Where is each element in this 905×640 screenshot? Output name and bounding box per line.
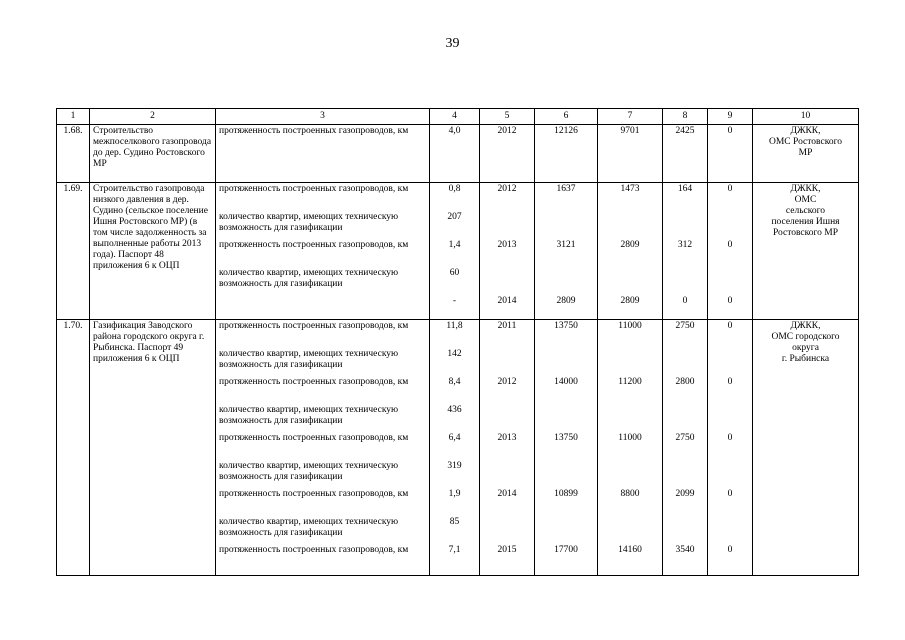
entry-year: 2012	[497, 377, 517, 387]
entry-indicator: количество квартир, имеющих техническую возможность для газификации	[219, 405, 399, 426]
entry-c8: 312	[677, 240, 693, 250]
col-header-6: 6	[535, 109, 598, 125]
col-header-9: 9	[708, 109, 753, 125]
entry-c8: 2750	[675, 433, 695, 443]
entry-c8	[666, 461, 704, 483]
col-header-10: 10	[753, 109, 859, 125]
entry-c6: 3121	[556, 240, 576, 250]
entry-c6: 10899	[554, 489, 578, 499]
entry-c7	[601, 268, 659, 290]
entry-c9: 0	[727, 377, 733, 387]
entry-c7: 11000	[618, 433, 642, 443]
entry-value: 6,4	[448, 433, 461, 443]
entry-year: 2014	[497, 489, 517, 499]
entry-c9: 0	[727, 545, 733, 555]
entry-c8: 3540	[675, 545, 695, 555]
entry-year	[483, 349, 531, 371]
entry-c9: 0	[727, 296, 733, 306]
entry-c9	[711, 517, 749, 539]
entry-c7: 8800	[620, 489, 640, 499]
entry-c9	[711, 461, 749, 483]
entry-c7: 2809	[620, 240, 640, 250]
entry-value: 319	[447, 461, 462, 471]
row-number: 1.69.	[57, 183, 90, 320]
entry-value: 8,4	[448, 377, 461, 387]
entry-c9	[711, 405, 749, 427]
entry-indicator: протяженность построенных газопроводов, км	[219, 433, 409, 443]
program-table	[56, 108, 859, 576]
entry-indicator: протяженность построенных газопроводов, км	[219, 377, 409, 387]
entry-value: 11,8	[446, 321, 463, 331]
year-cell	[480, 125, 535, 183]
entry-value: 142	[447, 349, 462, 359]
col-header-1: 1	[57, 109, 90, 125]
entry-value: 1,4	[448, 240, 461, 250]
entry-c8: 0	[682, 296, 688, 306]
entry-c6: 13750	[554, 321, 578, 331]
entry-c6	[538, 268, 594, 290]
entry-c9	[711, 349, 749, 371]
entry-c9: 0	[727, 321, 733, 331]
entry-c8	[666, 349, 704, 371]
entry-c6	[538, 461, 594, 483]
entry-c9: 0	[727, 489, 733, 499]
entry-value: 207	[447, 212, 462, 222]
page-number: 39	[445, 36, 460, 51]
entry-year: 2015	[497, 545, 517, 555]
entry-year: 2012	[497, 184, 517, 194]
col-header-8: 8	[663, 109, 708, 125]
row-number: 1.70.	[57, 320, 90, 576]
entry-c6	[538, 405, 594, 427]
value-cell	[430, 125, 480, 183]
entry-c8	[666, 212, 704, 234]
entry-c6	[538, 212, 594, 234]
entry-year	[483, 405, 531, 427]
col9-cell	[708, 125, 753, 183]
col7-cell	[598, 183, 663, 320]
entry-c6: 12126	[554, 126, 578, 136]
total-cell	[535, 125, 598, 183]
entry-c6: 17700	[554, 545, 578, 555]
total-cell	[535, 183, 598, 320]
entry-year: 2013	[497, 240, 517, 250]
entry-year: 2013	[497, 433, 517, 443]
entry-indicator: количество квартир, имеющих техническую возможность для газификации	[219, 212, 399, 233]
project-name: Строительство межпоселкового газопровода до дер. Судино Ростовского МР	[90, 125, 216, 183]
entry-c7	[601, 212, 659, 234]
entry-c8	[666, 517, 704, 539]
entry-year: 2012	[497, 126, 517, 136]
entry-value: 1,9	[448, 489, 461, 499]
entry-c7	[601, 349, 659, 371]
entry-c7	[601, 517, 659, 539]
col8-cell	[663, 320, 708, 576]
indicator-cell	[216, 183, 430, 320]
entry-c7: 2809	[620, 296, 640, 306]
entry-c7: 1473	[620, 184, 640, 194]
col7-cell	[598, 125, 663, 183]
row-number: 1.68.	[57, 125, 90, 183]
col7-cell	[598, 320, 663, 576]
col8-cell	[663, 183, 708, 320]
entry-indicator: количество квартир, имеющих техническую возможность для газификации	[219, 517, 399, 538]
indicator-cell	[216, 125, 430, 183]
col-header-7: 7	[598, 109, 663, 125]
entry-value: 436	[447, 405, 462, 415]
entry-year	[483, 461, 531, 483]
entry-c6: 2809	[556, 296, 576, 306]
entry-c7	[601, 461, 659, 483]
entry-value: 0,8	[448, 184, 461, 194]
entry-year: 2011	[497, 321, 517, 331]
entry-indicator	[219, 296, 426, 318]
entry-c6: 14000	[554, 377, 578, 387]
entry-c7: 9701	[620, 126, 640, 136]
entry-c9: 0	[727, 184, 733, 194]
year-cell	[480, 183, 535, 320]
col-header-2: 2	[90, 109, 216, 125]
entry-indicator: протяженность построенных газопроводов, км	[219, 240, 409, 250]
entry-c9	[711, 268, 749, 290]
entry-value: 85	[449, 517, 460, 527]
header-row	[57, 109, 859, 125]
entry-value: 7,1	[448, 545, 461, 555]
value-cell	[430, 320, 480, 576]
entry-c9: 0	[727, 433, 733, 443]
entry-year	[483, 212, 531, 234]
entry-c9	[711, 212, 749, 234]
entry-c6	[538, 517, 594, 539]
entry-c6: 13750	[554, 433, 578, 443]
entry-indicator: протяженность построенных газопроводов, км	[219, 321, 409, 331]
entry-c9: 0	[727, 240, 733, 250]
executor: ДЖКК, ОМС городского округа г. Рыбинска	[753, 320, 859, 576]
entry-c8: 2425	[675, 126, 695, 136]
entry-indicator: протяженность построенных газопроводов, км	[219, 184, 409, 194]
table-row	[57, 320, 859, 576]
entry-indicator: протяженность построенных газопроводов, км	[219, 489, 409, 499]
entry-c7: 11200	[618, 377, 642, 387]
entry-c8	[666, 268, 704, 290]
entry-c8: 164	[677, 184, 693, 194]
year-cell	[480, 320, 535, 576]
col-header-4: 4	[430, 109, 480, 125]
entry-c7	[601, 405, 659, 427]
entry-indicator: протяженность построенных газопроводов, км	[219, 545, 409, 555]
entry-c7: 14160	[618, 545, 642, 555]
entry-c8: 2750	[675, 321, 695, 331]
entry-c8: 2800	[675, 377, 695, 387]
entry-c6: 1637	[556, 184, 576, 194]
col9-cell	[708, 183, 753, 320]
entry-indicator: протяженность построенных газопроводов, км	[219, 126, 409, 136]
col-header-5: 5	[480, 109, 535, 125]
executor: ДЖКК, ОМС Ростовского МР	[753, 125, 859, 183]
entry-c8: 2099	[675, 489, 695, 499]
entry-c6	[538, 349, 594, 371]
entry-c8	[666, 405, 704, 427]
project-name: Газификация Заводского района городского округа г. Рыбинска. Паспорт 49 приложения 6 к ОЦП	[90, 320, 216, 576]
entry-c9: 0	[727, 126, 733, 136]
entry-year	[483, 268, 531, 290]
entry-value: 60	[449, 268, 460, 278]
total-cell	[535, 320, 598, 576]
entry-year	[483, 517, 531, 539]
indicator-cell	[216, 320, 430, 576]
col8-cell	[663, 125, 708, 183]
entry-indicator: количество квартир, имеющих техническую возможность для газификации	[219, 461, 399, 482]
entry-year: 2014	[497, 296, 517, 306]
entry-c7: 11000	[618, 321, 642, 331]
col-header-3: 3	[216, 109, 430, 125]
table-row	[57, 183, 859, 320]
table-row	[57, 125, 859, 183]
executor: ДЖКК, ОМС сельского поселения Ишня Ростовского МР	[753, 183, 859, 320]
entry-indicator: количество квартир, имеющих техническую возможность для газификации	[219, 349, 399, 370]
col9-cell	[708, 320, 753, 576]
entry-indicator: количество квартир, имеющих техническую возможность для газификации	[219, 268, 399, 289]
entry-value: -	[452, 296, 457, 306]
value-cell	[430, 183, 480, 320]
project-name: Строительство газопровода низкого давления в дер. Судино (сельское поселение Ишня Ростовского МР) (в том числе задолженность за выполненные работы 2013 года). Паспорт 48 приложения 6 к ОЦП	[90, 183, 216, 320]
entry-value: 4,0	[448, 126, 461, 136]
